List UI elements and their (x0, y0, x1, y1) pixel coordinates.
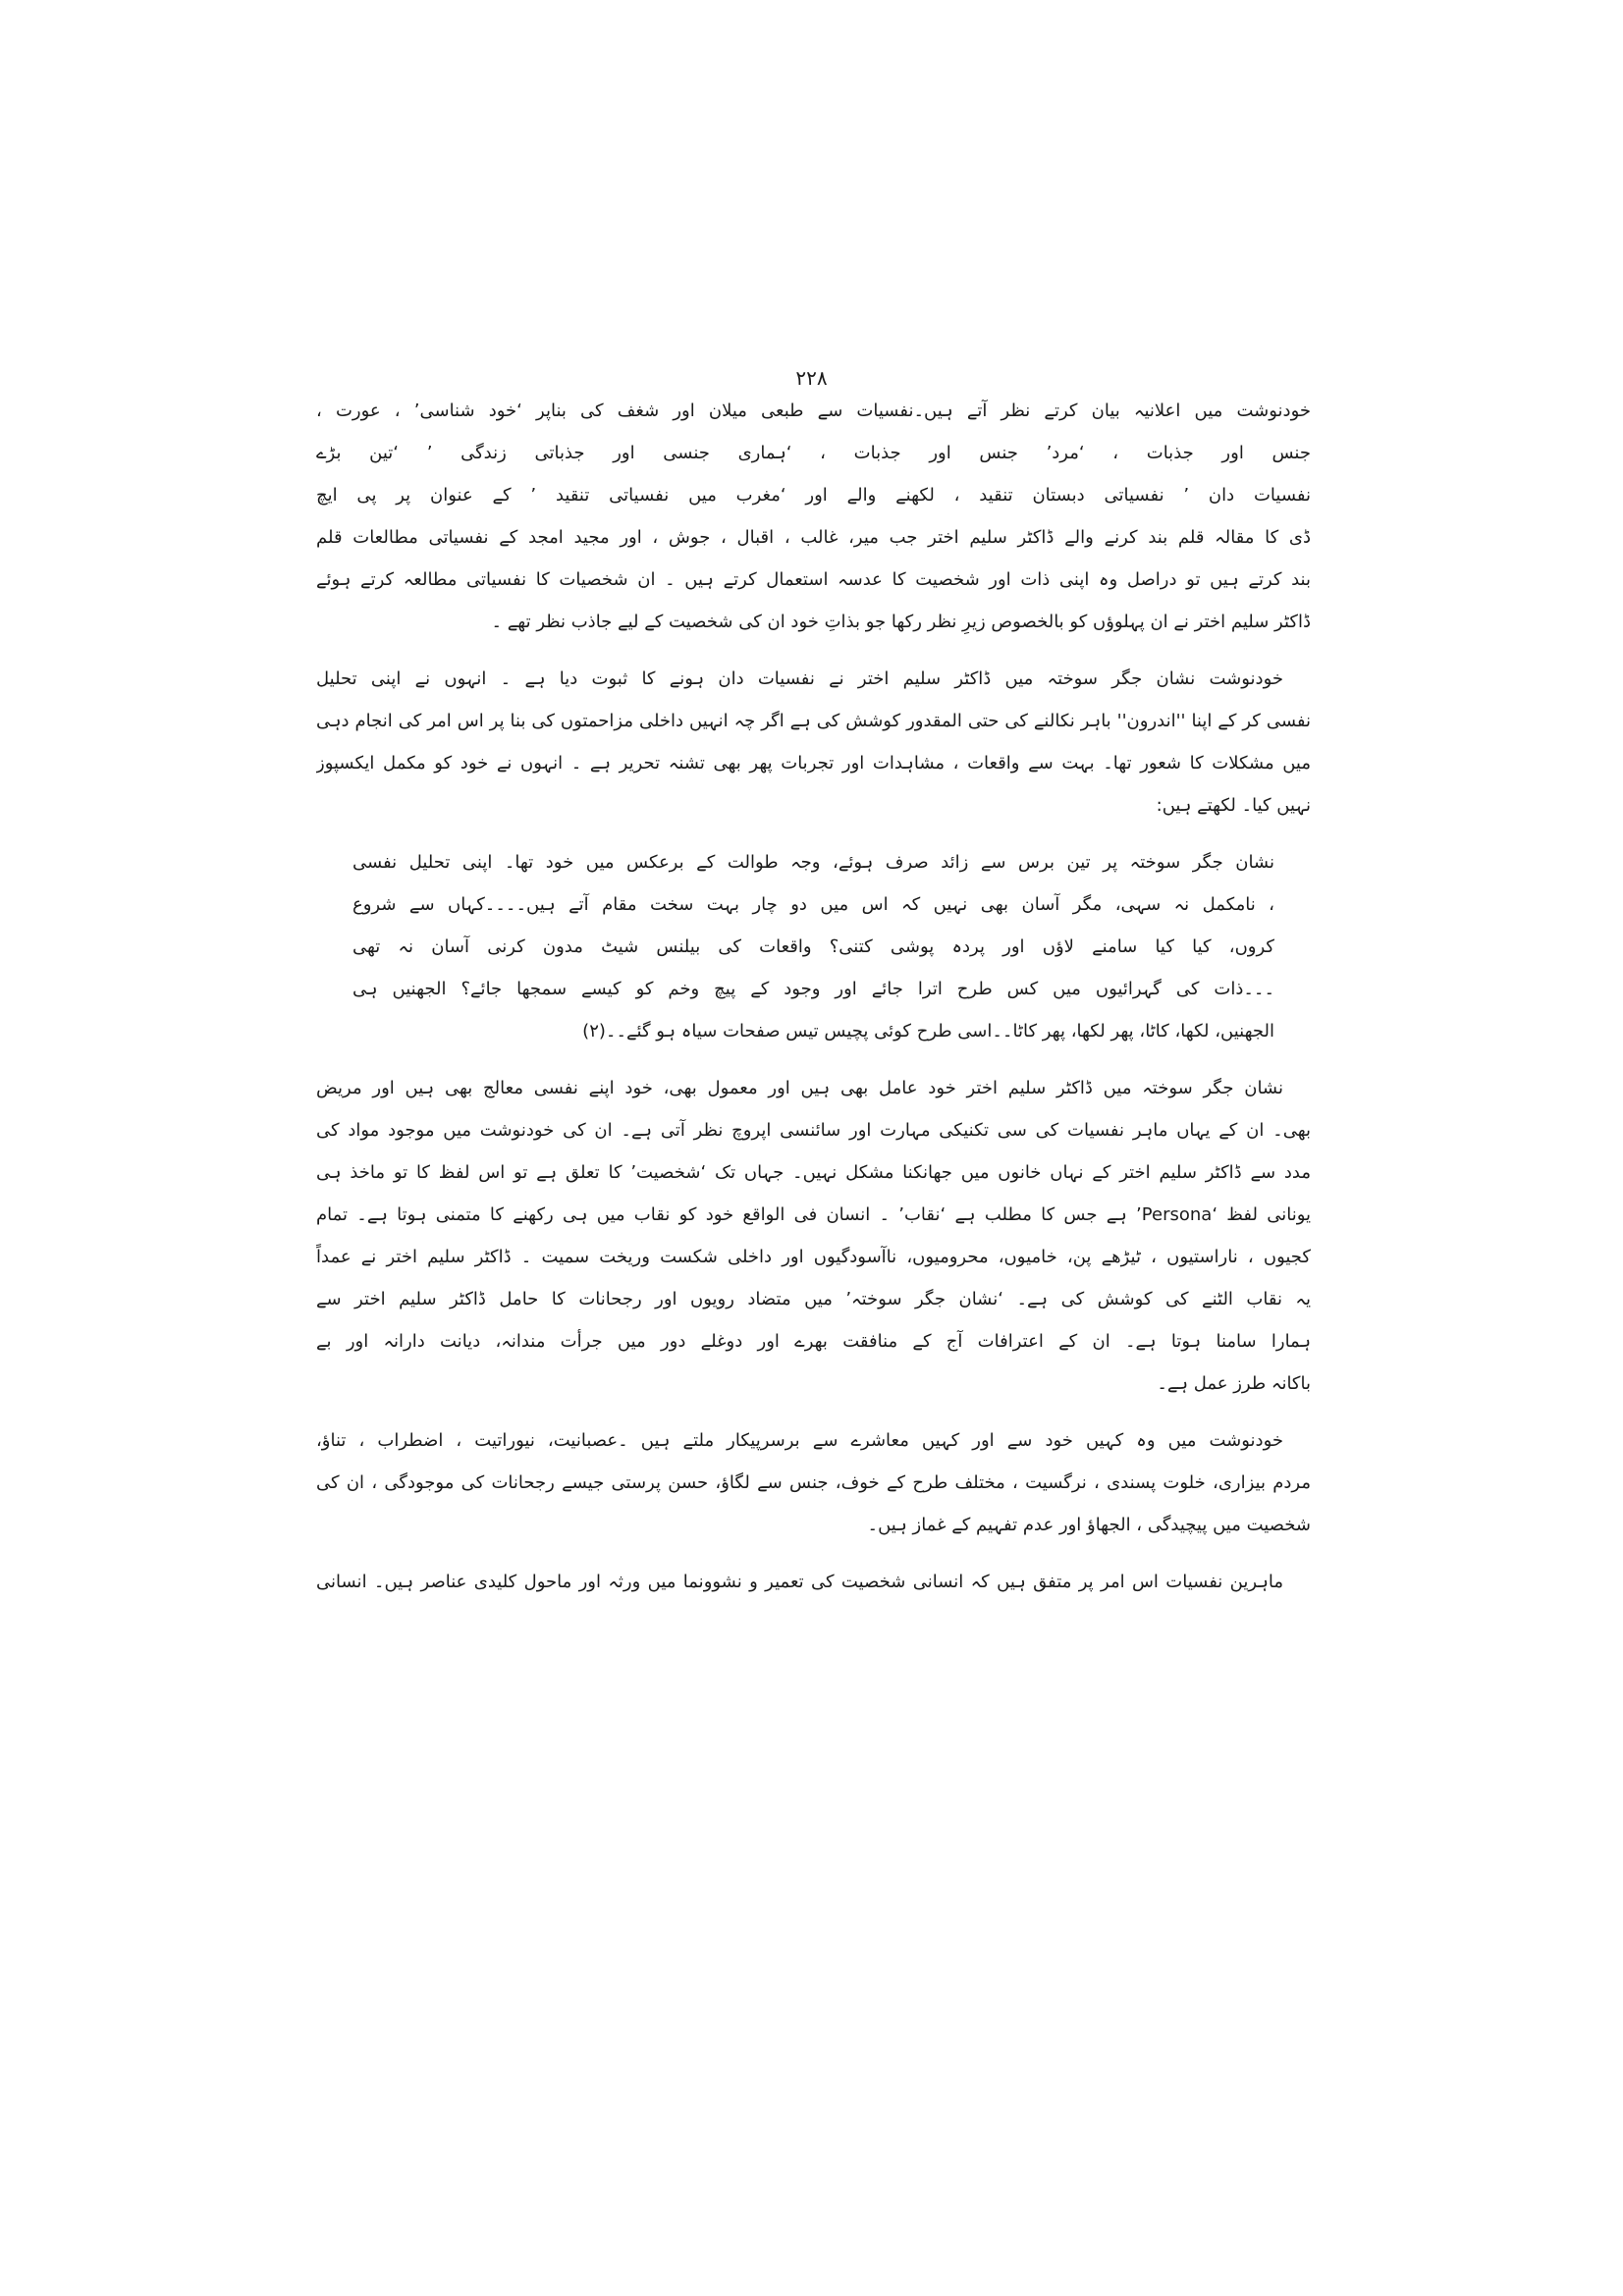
page-body (316, 390, 1311, 1603)
page-number: ۲۲۸ (795, 366, 828, 390)
paragraph (316, 1561, 1311, 1603)
paragraph-line: ہمارا سامنا ہوتا ہے۔ ان کے اعترافات آج کے منافقت بھرے اور دوغلے دور میں جرأت مندانہ، دیانت دارانہ اور بے (316, 1331, 1311, 1352)
quote-line: ۔۔۔ذات کی گہرائیوں میں کس طرح اترا جائے اور وجود کے پیچ وخم کو کیسے سمجھا جائے؟ الجھنیں ہی (352, 979, 1274, 999)
quote-line: ، نامکمل نہ سہی، مگر آسان بھی نہیں کہ اس میں دو چار بہت سخت مقام آتے ہیں۔۔۔۔کہاں سے شروع (352, 894, 1274, 915)
paragraph-line: شخصیت میں پیچیدگی ، الجھاؤ اور عدم تفہیم کے غماز ہیں۔ (867, 1515, 1311, 1535)
quote-line: نشان جگر سوختہ پر تین برس سے زائد صرف ہوئے، وجہ طوالت کے برعکس میں خود تھا۔ اپنی تحلیل نفسی (352, 852, 1274, 873)
paragraph (316, 390, 1311, 643)
paragraph (316, 1067, 1311, 1405)
paragraph-line: کجیوں ، ناراستیوں ، ٹیڑھے پن، خامیوں، محرومیوں، ناآسودگیوں اور داخلی شکست وریخت سمیت ۔ ڈاکٹر سلیم اختر نے عمداً (316, 1247, 1311, 1267)
paragraph-line: مدد سے ڈاکٹر سلیم اختر کے نہاں خانوں میں جھانکنا مشکل نہیں۔ جہاں تک ‘شخصیت’ کا تعلق ہے تو اس لفظ کا تو ماخذ ہی (316, 1162, 1311, 1183)
paragraph-line: مردم بیزاری، خلوت پسندی ، نرگسیت ، مختلف طرح کے خوف، جنس سے لگاؤ، حسن پرستی جیسے رجحانات کی موجودگی ، ان کی (316, 1472, 1311, 1493)
paragraph-line: خودنوشت میں اعلانیہ بیان کرتے نظر آتے ہیں۔نفسیات سے طبعی میلان اور شغف کی بناپر ‘خود شناسی’ ، عورت ، (316, 400, 1311, 421)
quote-line: کروں، کیا کیا سامنے لاؤں اور پردہ پوشی کتنی؟ واقعات کی بیلنس شیٹ مدون کرنی آسان نہ تھی (352, 936, 1274, 957)
paragraph-line: بند کرتے ہیں تو دراصل وہ اپنی ذات اور شخصیت کا عدسہ استعمال کرتے ہیں ۔ ان شخصیات کا نفسیاتی مطالعہ کرتے ہوئے (316, 569, 1311, 590)
paragraph-line: ڈی کا مقالہ قلم بند کرنے والے ڈاکٹر سلیم اختر جب میر، غالب ، اقبال ، جوش ، اور مجید امجد کے نفسیاتی مطالعات قلم (316, 527, 1311, 548)
paragraph (316, 658, 1311, 827)
paragraph-line: بھی۔ ان کے یہاں ماہر نفسیات کی سی تکنیکی مہارت اور سائنسی اپروچ نظر آتی ہے۔ ان کی خودنوشت میں موجود مواد کی (316, 1120, 1311, 1141)
block-quote (352, 841, 1274, 1052)
paragraph-line: ماہرین نفسیات اس امر پر متفق ہیں کہ انسانی شخصیت کی تعمیر و نشوونما میں ورثہ اور ماحول کلیدی عناصر ہیں۔ انسانی (316, 1572, 1283, 1592)
paragraph-line: باکانہ طرز عمل ہے۔ (1157, 1373, 1311, 1394)
paragraph-line: ڈاکٹر سلیم اختر نے ان پہلوؤں کو بالخصوص زیرِ نظر رکھا جو بذاتِ خود ان کی شخصیت کے لیے جاذب نظر تھے ۔ (491, 612, 1311, 632)
paragraph-line: نہیں کیا۔ لکھتے ہیں: (1156, 795, 1311, 816)
paragraph (316, 1419, 1311, 1546)
paragraph-line: خودنوشت میں وہ کہیں خود سے اور کہیں معاشرے سے برسرپیکار ملتے ہیں ۔عصبانیت، نیوراتیت ، اضطراب ، تناؤ، (316, 1430, 1283, 1451)
paragraph-line: نشان جگر سوختہ میں ڈاکٹر سلیم اختر خود عامل بھی ہیں اور معمول بھی، خود اپنے نفسی معالج بھی ہیں اور مریض (316, 1078, 1283, 1098)
paragraph-line: یہ نقاب الٹنے کی کوشش کی ہے۔ ‘نشان جگر سوختہ’ میں متضاد رویوں اور رجحانات کا حامل ڈاکٹر سلیم اختر سے (316, 1289, 1311, 1309)
paragraph-line: نفسیات دان ’ نفسیاتی دبستان تنقید ، لکھنے والے اور ‘مغرب میں نفسیاتی تنقید ’ کے عنوان پر پی ایچ (316, 485, 1311, 506)
quote-line: الجھنیں، لکھا، کاٹا، پھر لکھا، پھر کاٹا۔۔اسی طرح کوئی پچیس تیس صفحات سیاہ ہو گئے۔۔(۲) (582, 1021, 1274, 1041)
paragraph-line: یونانی لفظ ‘Persona’ ہے جس کا مطلب ہے ‘نقاب’ ۔ انسان فی الواقع خود کو نقاب میں ہی رکھنے کا متمنی ہوتا ہے۔ تمام (316, 1204, 1311, 1225)
paragraph-line: جنس اور جذبات ، ‘مرد’ جنس اور جذبات ، ‘ہماری جنسی اور جذباتی زندگی ’ ‘تین بڑے (316, 443, 1311, 463)
paragraph-line: خودنوشت نشان جگر سوختہ میں ڈاکٹر سلیم اختر نے نفسیات دان ہونے کا ثبوت دیا ہے ۔ انہوں نے اپنی تحلیل (316, 668, 1283, 689)
paragraph-line: میں مشکلات کا شعور تھا۔ بہت سے واقعات ، مشاہدات اور تجربات پھر بھی تشنہ تحریر ہے ۔ انہوں نے خود کو مکمل ایکسپوز (316, 753, 1311, 774)
paragraph-line: نفسی کر کے اپنا ''اندرون'' باہر نکالنے کی حتی المقدور کوشش کی ہے اگر چہ انہیں داخلی مزاحمتوں کی بنا پر اس امر کی انجام دہی (316, 711, 1311, 731)
